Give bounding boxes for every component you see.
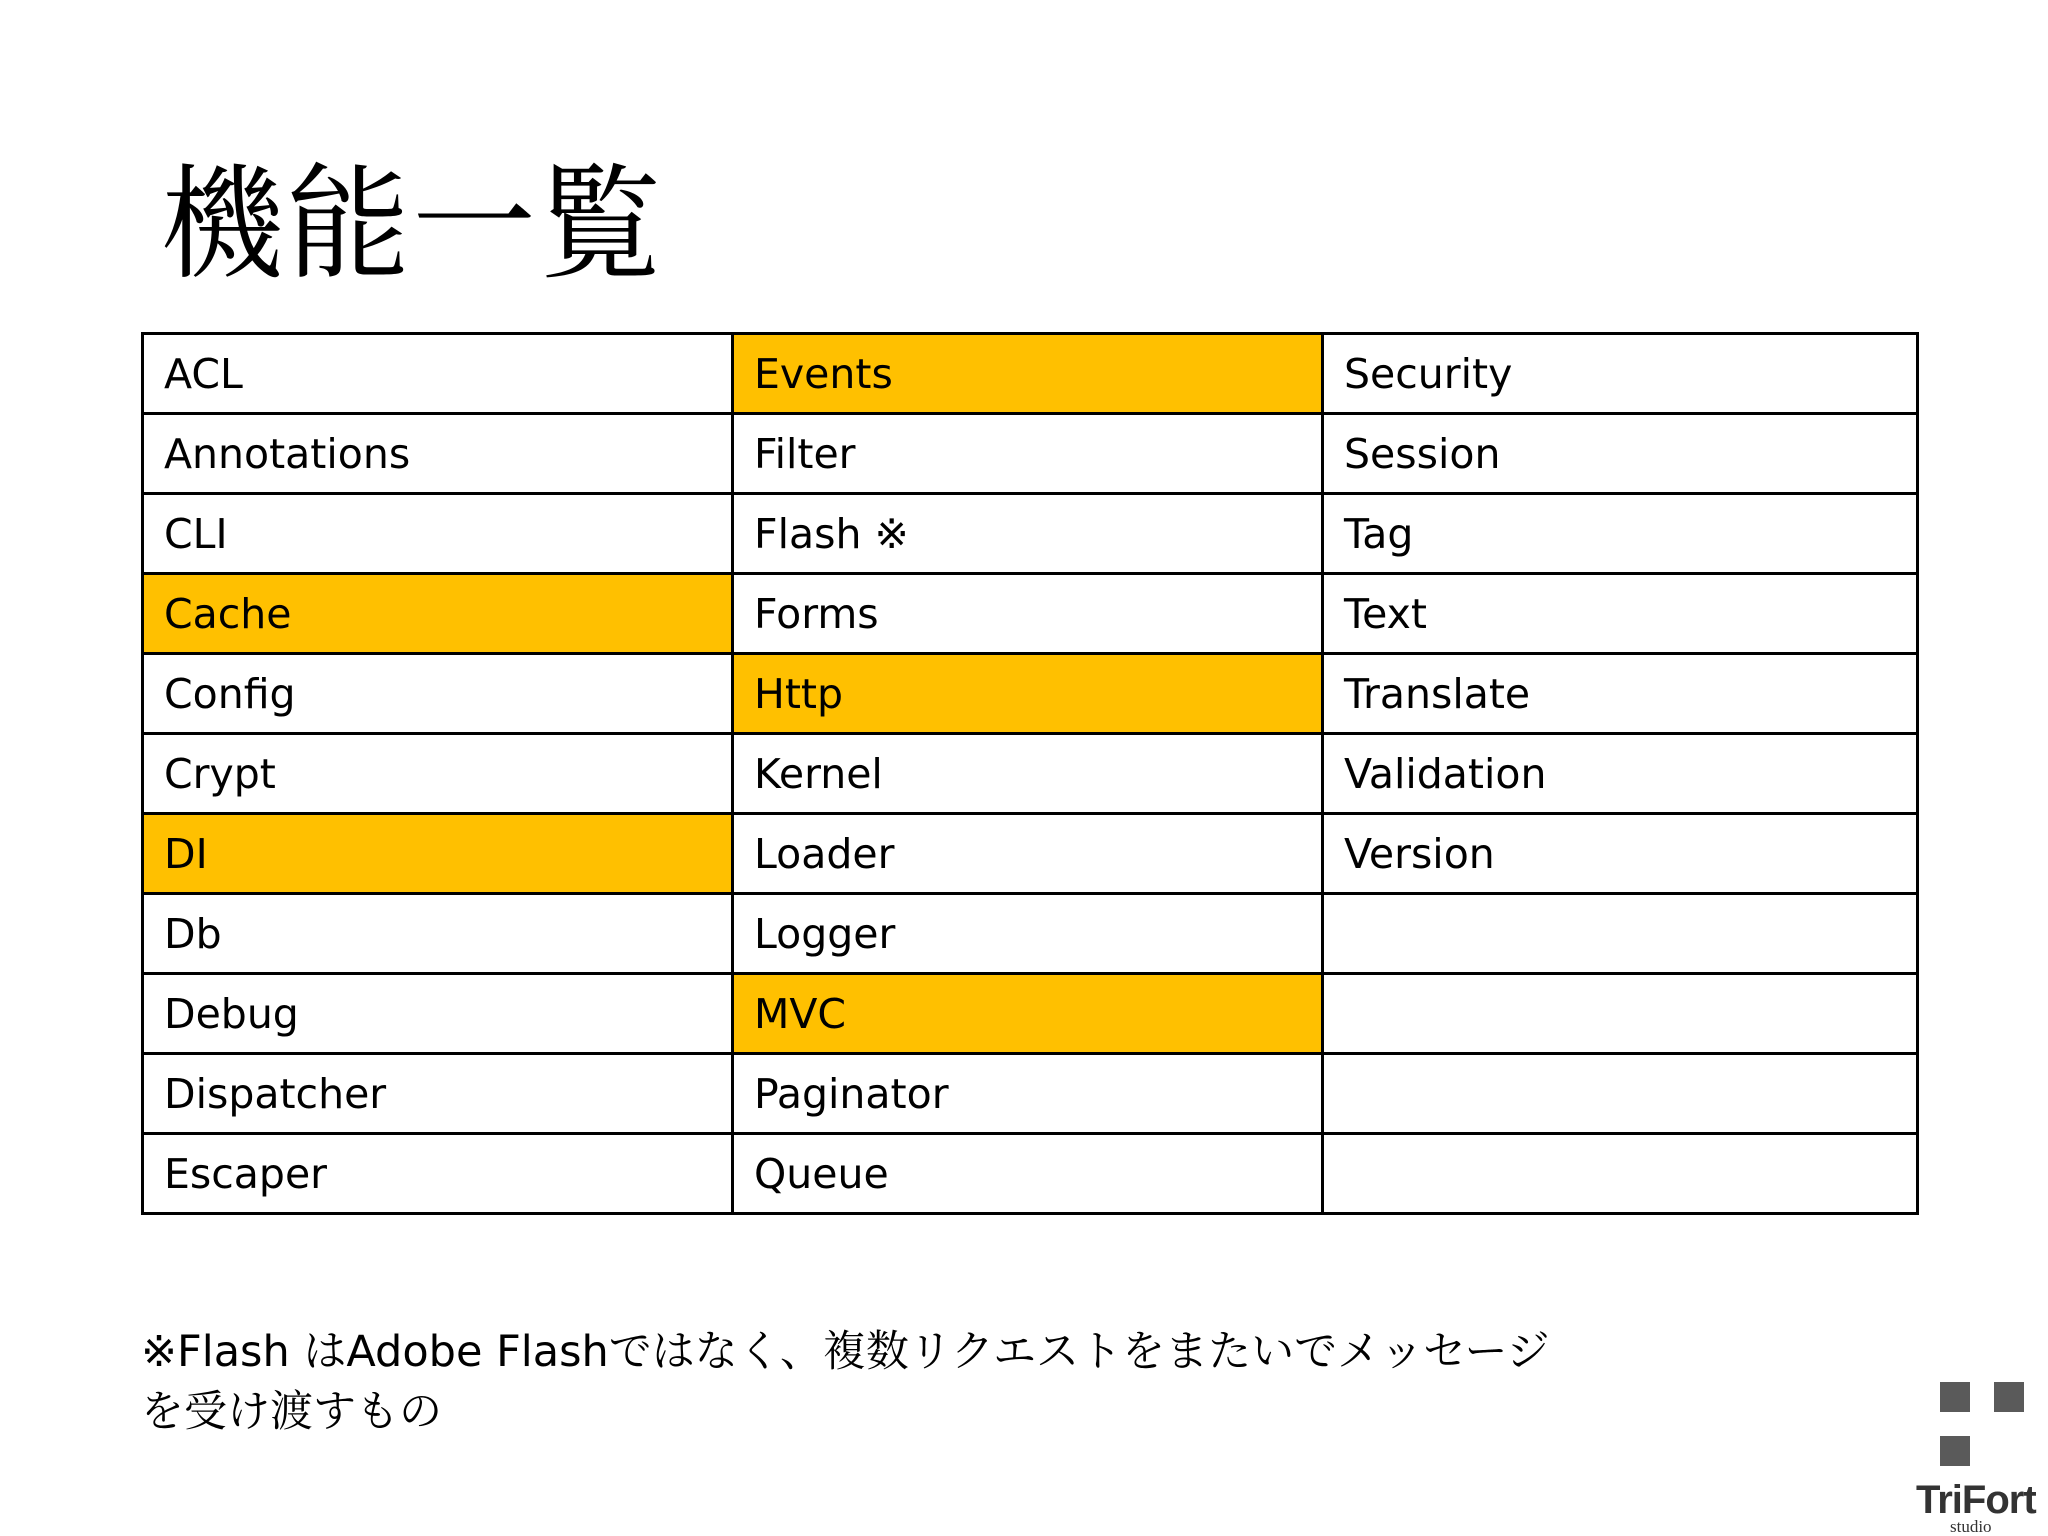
logo-sub-text: studio — [1950, 1517, 1992, 1536]
table-row — [143, 894, 1918, 974]
table-cell: Debug — [143, 974, 733, 1054]
table-cell: Http — [733, 654, 1323, 734]
table-cell: Queue — [733, 1134, 1323, 1214]
table-cell — [1323, 974, 1918, 1054]
table-cell: Escaper — [143, 1134, 733, 1214]
trifort-logo — [1902, 1382, 2042, 1536]
table-cell: Logger — [733, 894, 1323, 974]
table-cell: Db — [143, 894, 733, 974]
footnote-line: ※Flash はAdobe Flashではなく、複数リクエストをまたいでメッセージ — [141, 1327, 1550, 1377]
table-cell: Text — [1323, 574, 1918, 654]
feature-table — [141, 332, 1919, 1215]
table-cell: Translate — [1323, 654, 1918, 734]
table-cell: Security — [1323, 334, 1918, 414]
footnote — [141, 1322, 1821, 1442]
logo-brand-text: TriFort — [1916, 1478, 2036, 1522]
table-cell: Filter — [733, 414, 1323, 494]
table-cell: Forms — [733, 574, 1323, 654]
table-row — [143, 734, 1918, 814]
slide-title: 機能一覧 — [160, 153, 665, 297]
table-cell: ACL — [143, 334, 733, 414]
table-cell: Config — [143, 654, 733, 734]
table-row — [143, 1134, 1918, 1214]
footnote-line: を受け渡すもの — [141, 1387, 442, 1437]
logo-square-icon — [1994, 1382, 2024, 1412]
table-cell: Version — [1323, 814, 1918, 894]
logo-square-icon — [1940, 1382, 1970, 1412]
table-cell: Validation — [1323, 734, 1918, 814]
table-cell: CLI — [143, 494, 733, 574]
table-cell: Annotations — [143, 414, 733, 494]
table-cell: Crypt — [143, 734, 733, 814]
table-cell: Flash ※ — [733, 494, 1323, 574]
table-cell: Dispatcher — [143, 1054, 733, 1134]
table-cell: Events — [733, 334, 1323, 414]
table-cell: Session — [1323, 414, 1918, 494]
table-row — [143, 334, 1918, 414]
table-cell: MVC — [733, 974, 1323, 1054]
table-cell: Paginator — [733, 1054, 1323, 1134]
table-cell — [1323, 1054, 1918, 1134]
table-row — [143, 654, 1918, 734]
table-row — [143, 574, 1918, 654]
table-row — [143, 974, 1918, 1054]
table-cell — [1323, 894, 1918, 974]
table-row — [143, 814, 1918, 894]
table-cell: Cache — [143, 574, 733, 654]
table-cell: Loader — [733, 814, 1323, 894]
table-row — [143, 494, 1918, 574]
table-cell: Kernel — [733, 734, 1323, 814]
table-row — [143, 1054, 1918, 1134]
table-cell: DI — [143, 814, 733, 894]
table-row — [143, 414, 1918, 494]
logo-square-icon — [1940, 1436, 1970, 1466]
table-cell — [1323, 1134, 1918, 1214]
table-cell: Tag — [1323, 494, 1918, 574]
